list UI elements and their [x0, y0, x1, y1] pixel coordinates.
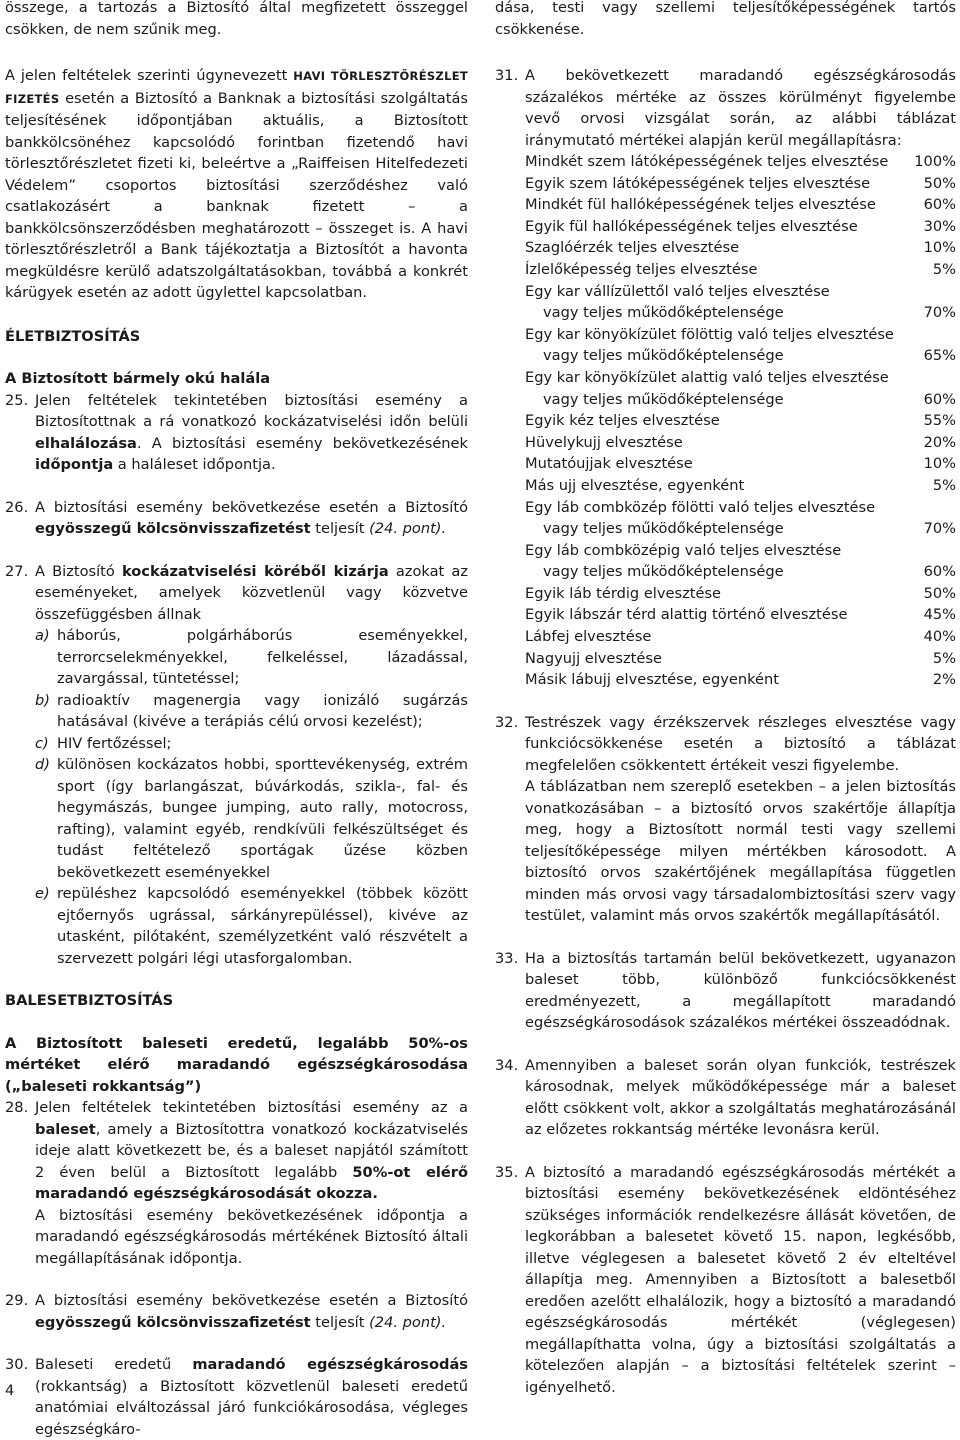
exclusion-a: a) háborús, polgárháborús eseményekkel, terrorcselekményekkel, felkeléssel, lázadással, zavargással, tüntetéssel;: [35, 627, 468, 687]
table-row: [525, 669, 956, 691]
page-number: 4: [5, 1382, 15, 1399]
item-number: 28.: [5, 1099, 29, 1116]
percentage-cell: 2%: [932, 671, 956, 689]
table-row: [525, 626, 956, 648]
percentage-cell: 10%: [923, 455, 956, 473]
condition-cell: vagy teljes működőképtelensége: [543, 563, 784, 581]
item-30: 30. Baleseti eredetű maradandó egészségkárosodás (rokkantság) a Biztosított közvetlenül baleseti eredetű anatómiai elváltozással járó funkciókárosodása, végleges egészségkáro-: [5, 1356, 468, 1438]
table-row: [525, 173, 956, 195]
condition-cell: Egyik szem látóképességének teljes elvesztése: [525, 174, 871, 192]
disability-percentage-table: [525, 151, 956, 691]
table-row: [525, 367, 956, 389]
condition-cell: Mutatóujjak elvesztése: [525, 455, 693, 473]
percentage-cell: 20%: [923, 433, 956, 451]
condition-cell: Mindkét fül hallóképességének teljes elvesztése: [525, 196, 876, 214]
item-number: 34.: [495, 1056, 519, 1074]
condition-cell: Egyik fül hallóképességének teljes elvesztése: [525, 217, 858, 235]
condition-cell: Egyik láb térdig elvesztése: [525, 584, 722, 602]
percentage-cell: 5%: [932, 260, 956, 278]
percentage-cell: 60%: [923, 390, 956, 408]
table-row: [525, 410, 956, 432]
item-number: 32.: [495, 713, 519, 731]
condition-cell: vagy teljes működőképtelensége: [543, 304, 784, 322]
table-row: [525, 216, 956, 238]
table-row: [525, 648, 956, 670]
baleseti-rokkantsag-subheading: A Biztosított baleseti eredetű, legalább 50%-os mértéket elérő maradandó egészségkárosodása („baleseti rokkantság”): [5, 1034, 468, 1095]
percentage-cell: 50%: [923, 174, 956, 192]
percentage-cell: [912, 324, 956, 346]
condition-cell: Egy kar könyökízület alattig való teljes elvesztése: [525, 368, 889, 386]
item-32: 32. Testrészek vagy érzékszervek részleges elvesztése vagy funkciócsökkenése esetén a biztosító a táblázat megfelelően csökkentett értékeit veszi figyelembe. A táblázatban nem szereplő esetekben – a jelen biztosítás vonatkozásában – a biztosító orvos szakértője állapítja meg, hogy a Biztosított normál testi vagy szellemi teljesítőképessége milyen mértékben károsodott. A biztosító orvos szakértőjének megállapítása független minden más orvosi vagy társadalombiztosítási szerv vagy testület, valamint más orvos szakértők megállapításától.: [495, 713, 956, 925]
item-number: 29.: [5, 1292, 29, 1309]
exclusion-c: c) HIV fertőzéssel;: [35, 734, 172, 752]
table-row: [525, 151, 956, 173]
table-row: [525, 259, 956, 281]
condition-cell: Más ujj elvesztése, egyenként: [525, 476, 745, 494]
percentage-cell: 50%: [923, 584, 956, 602]
table-row: [525, 281, 956, 303]
condition-cell: vagy teljes működőképtelensége: [543, 520, 784, 538]
condition-cell: Egy láb combközépig való teljes elvesztése: [525, 541, 842, 559]
table-row: [525, 302, 956, 324]
table-intro: A bekövetkezett maradandó egészségkárosodás százalékos mértéke az összes körülményt figyelembe vevő orvosi vizsgálat során, az alábbi táblázat iránymutató mértékei alapján kerül megállapításra:: [525, 67, 956, 149]
percentage-cell: [912, 281, 956, 303]
item-number: 27.: [5, 562, 29, 580]
condition-cell: Lábfej elvesztése: [525, 628, 652, 646]
percentage-cell: 70%: [923, 304, 956, 322]
table-row: [525, 324, 956, 346]
percentage-cell: 10%: [923, 239, 956, 257]
percentage-cell: 5%: [932, 649, 956, 667]
table-row: [525, 540, 956, 562]
percentage-cell: [912, 367, 956, 389]
condition-cell: vagy teljes működőképtelensége: [543, 390, 784, 408]
condition-cell: Szaglóérzék teljes elvesztése: [525, 239, 740, 257]
condition-cell: Egyik lábszár térd alattig történő elvesztése: [525, 606, 848, 624]
item-28: 28. Jelen feltételek tekintetében biztosítási esemény az a baleset, amely a Biztosítottra vonatkozó kockázatviselés ideje alatt következett be, és a baleset napjától számított 2 éven belül a Biztosított legalább 50%-ot elérő maradandó egészségkárosodását okozza. A biztosítási esemény bekövetkezésének időpontja a maradandó egészségkárosodás mértékének Biztosító általi megállapításának időpontja.: [5, 1097, 468, 1269]
percentage-cell: 45%: [923, 606, 956, 624]
table-row: [525, 583, 956, 605]
item-28-event-time: A biztosítási esemény bekövetkezésének időpontja a maradandó egészségkárosodás mértékének Biztosító általi megállapításának időpontja.: [35, 1206, 468, 1267]
condition-cell: Másik lábujj elvesztése, egyenként: [525, 671, 780, 689]
item-number: 35.: [495, 1163, 519, 1181]
percentage-cell: 65%: [923, 347, 956, 365]
table-row: [525, 475, 956, 497]
table-row: [525, 561, 956, 583]
percentage-cell: 60%: [923, 563, 956, 581]
havi-torleszto-paragraph: A jelen feltételek szerinti úgynevezett HAVI TÖRLESZTŐRÉSZLET FIZETÉS esetén a Biztosító a Banknak a biztosítási szolgáltatás teljesítésének időpontjában aktuális, a Biztosított bankkölcsönéhez kapcsolódó forintban fizetendő havi törlesztőrészletet fizeti ki, beleértve a „Raiffeisen Hitelfedezeti Védelem” csoportos biztosítási szerződéshez való csatlakozásért a banknak fizetett – a bankkölcsönszerződésben meghatározott – összeget is. A havi törlesztőrészletről a Bank tájékoztatja a Biztosítót a havonta megküldésre kerülő adatszolgáltatásokban, továbbá a konkrét kárügyek esetén az adott ügylettel kapcsolatban.: [5, 67, 468, 301]
percentage-cell: [912, 540, 956, 562]
condition-cell: Egy láb combközép fölötti való teljes elvesztése: [525, 498, 876, 516]
item-31: [495, 65, 956, 691]
condition-cell: Hüvelykujj elvesztése: [525, 433, 683, 451]
percentage-cell: 30%: [923, 217, 956, 235]
table-row: [525, 389, 956, 411]
exclusion-b: b) radioaktív magenergia vagy ionizáló sugárzás hatásával (kivéve a terápiás célú orvosi kezelést);: [35, 691, 468, 730]
item-number: 30.: [5, 1356, 29, 1373]
balesetbiztositas-heading: BALESETBIZTOSÍTÁS: [5, 992, 174, 1009]
condition-cell: Egyik kéz teljes elvesztése: [525, 412, 720, 430]
item-29: 29. A biztosítási esemény bekövetkezése esetén a Biztosító egyösszegű kölcsönvisszafizetést teljesít (24. pont).: [5, 1292, 468, 1331]
percentage-cell: 40%: [923, 628, 956, 646]
table-row: [525, 604, 956, 626]
condition-cell: vagy teljes működőképtelensége: [543, 347, 784, 365]
exclusion-d: d) különösen kockázatos hobbi, sporttevékenység, extrém sport (így barlangászat, búvárkodás, szikla-, fal- és hegymászás, bungee jumping, auto rally, motocross, rafting), valamint egyéb, rendkívüli felkészültséget és tudást feltételező sportágak űzése közben bekövetkezett eseményekkel: [35, 756, 468, 881]
table-row: [525, 194, 956, 216]
item-27: 27. A Biztosító kockázatviselési köréből kizárja azokat az eseményeket, amelyek közvetlenül vagy közvetve összefüggésben állnak a) háborús, polgárháborús eseményekkel, terrorcselekményekkel, felkeléssel, lázadással, zavargással, tüntetéssel; b) radioaktív magenergia vagy ionizáló sugárzás hatásával (kivéve a terápiás célú orvosi kezelést); c) HIV fertőzéssel; d) különösen kockázatos hobbi, sporttevékenység, extrém sport (így barlangászat, búvárkodás, szikla-, fal- és hegymászás, bungee jumping, auto rally, motocross, rafting), valamint egyéb, rendkívüli felkészültséget és tudást feltételező sportágak űzése közben bekövetkezett eseményekkel e) repüléshez kapcsolódó eseményekkel (többek között ejtőernyős ugrással, sárkányrepüléssel), kivéve az utasként, pilótaként, személyzetként való részvételt a szervezett polgári légi utasforgalomban.: [5, 561, 468, 970]
item-25: 25. Jelen feltételek tekintetében biztosítási esemény a Biztosítottnak a rá vonatkozó kockázatviselési időn belüli elhalálozása. A biztosítási esemény bekövetkezésének időpontja a haláleset időpontja.: [5, 391, 468, 473]
left-continuation-text: összege, a tartozás a Biztosító által megfizetett összeggel csökken, de nem szűnik meg.: [5, 0, 468, 38]
exclusion-e: e) repüléshez kapcsolódó eseményekkel (többek között ejtőernyős ugrással, sárkányrepüléssel), kivéve az utasként, pilótaként, személyzetként való részvételt a szervezett polgári légi utasforgalomban.: [35, 885, 468, 967]
right-continuation-text: dása, testi vagy szellemi teljesítőképességének tartós csökkenése.: [495, 0, 956, 38]
item-35: 35. A biztosító a maradandó egészségkárosodás mértékét a biztosítási esemény bekövetkezésének eldöntéséhez szükséges információk rendelkezésre állását követően, de legkorábban a balesetet követő 15. napon, legkésőbb, illetve véglegesen a balesetet követő 2 év elteltével állapítja meg. Amennyiben a Biztosított a balesetből eredően azelőtt elhalálozik, hogy a biztosító a maradandó egészségkárosodás mértékét (véglegesen) megállapíthatta volna, úgy a biztosítási szolgáltatás a kötelezően alapján – a biztosítási feltételek szerint – igényelhető.: [495, 1163, 956, 1396]
table-row: [525, 345, 956, 367]
condition-cell: Egy kar vállízülettől való teljes elvesztése: [525, 282, 830, 300]
halal-subheading: A Biztosított bármely okú halála: [5, 370, 271, 387]
percentage-cell: 60%: [923, 196, 956, 214]
condition-cell: Mindkét szem látóképességének teljes elvesztése: [525, 153, 889, 170]
havi-torleszto-term: HAVI TÖRLESZTŐRÉSZLET FIZETÉS: [5, 69, 468, 106]
right-column: [495, 0, 956, 1398]
table-row: [525, 432, 956, 454]
condition-cell: Egy kar könyökízület fölöttig való teljes elvesztése: [525, 325, 894, 343]
left-column: [5, 0, 468, 1440]
item-number: 26.: [5, 498, 29, 516]
table-row: [525, 497, 956, 519]
eletbiztositas-heading: ÉLETBIZTOSÍTÁS: [5, 327, 141, 345]
percentage-cell: [912, 497, 956, 519]
condition-cell: Nagyujj elvesztése: [525, 649, 662, 667]
item-number: 31.: [495, 67, 519, 84]
table-row: [525, 237, 956, 259]
percentage-cell: 5%: [932, 476, 956, 494]
item-34: 34. Amennyiben a baleset során olyan funkciók, testrészek károsodnak, melyek működőképessége már a baleset előtt csökkent volt, akkor a szolgáltatás meghatározásánál az előzetes rokkantság mértéke levonásra kerül.: [495, 1056, 956, 1139]
table-row: [525, 518, 956, 540]
percentage-cell: 70%: [923, 520, 956, 538]
percentage-cell: 100%: [914, 153, 956, 170]
item-26: 26. A biztosítási esemény bekövetkezése esetén a Biztosító egyösszegű kölcsönvisszafizetést teljesít (24. pont).: [5, 498, 468, 537]
item-33: 33. Ha a biztosítás tartamán belül bekövetkezett, ugyanazon baleset több, különböző funkciócsökkenést eredményezett, a megállapított maradandó egészségkárosodások százalékos mértékei összeadódnak.: [495, 949, 956, 1032]
condition-cell: Ízlelőképesség teljes elvesztése: [525, 260, 758, 278]
table-row: [525, 453, 956, 475]
item-number: 33.: [495, 949, 519, 967]
percentage-cell: 55%: [923, 412, 956, 430]
item-number: 25.: [5, 391, 29, 409]
